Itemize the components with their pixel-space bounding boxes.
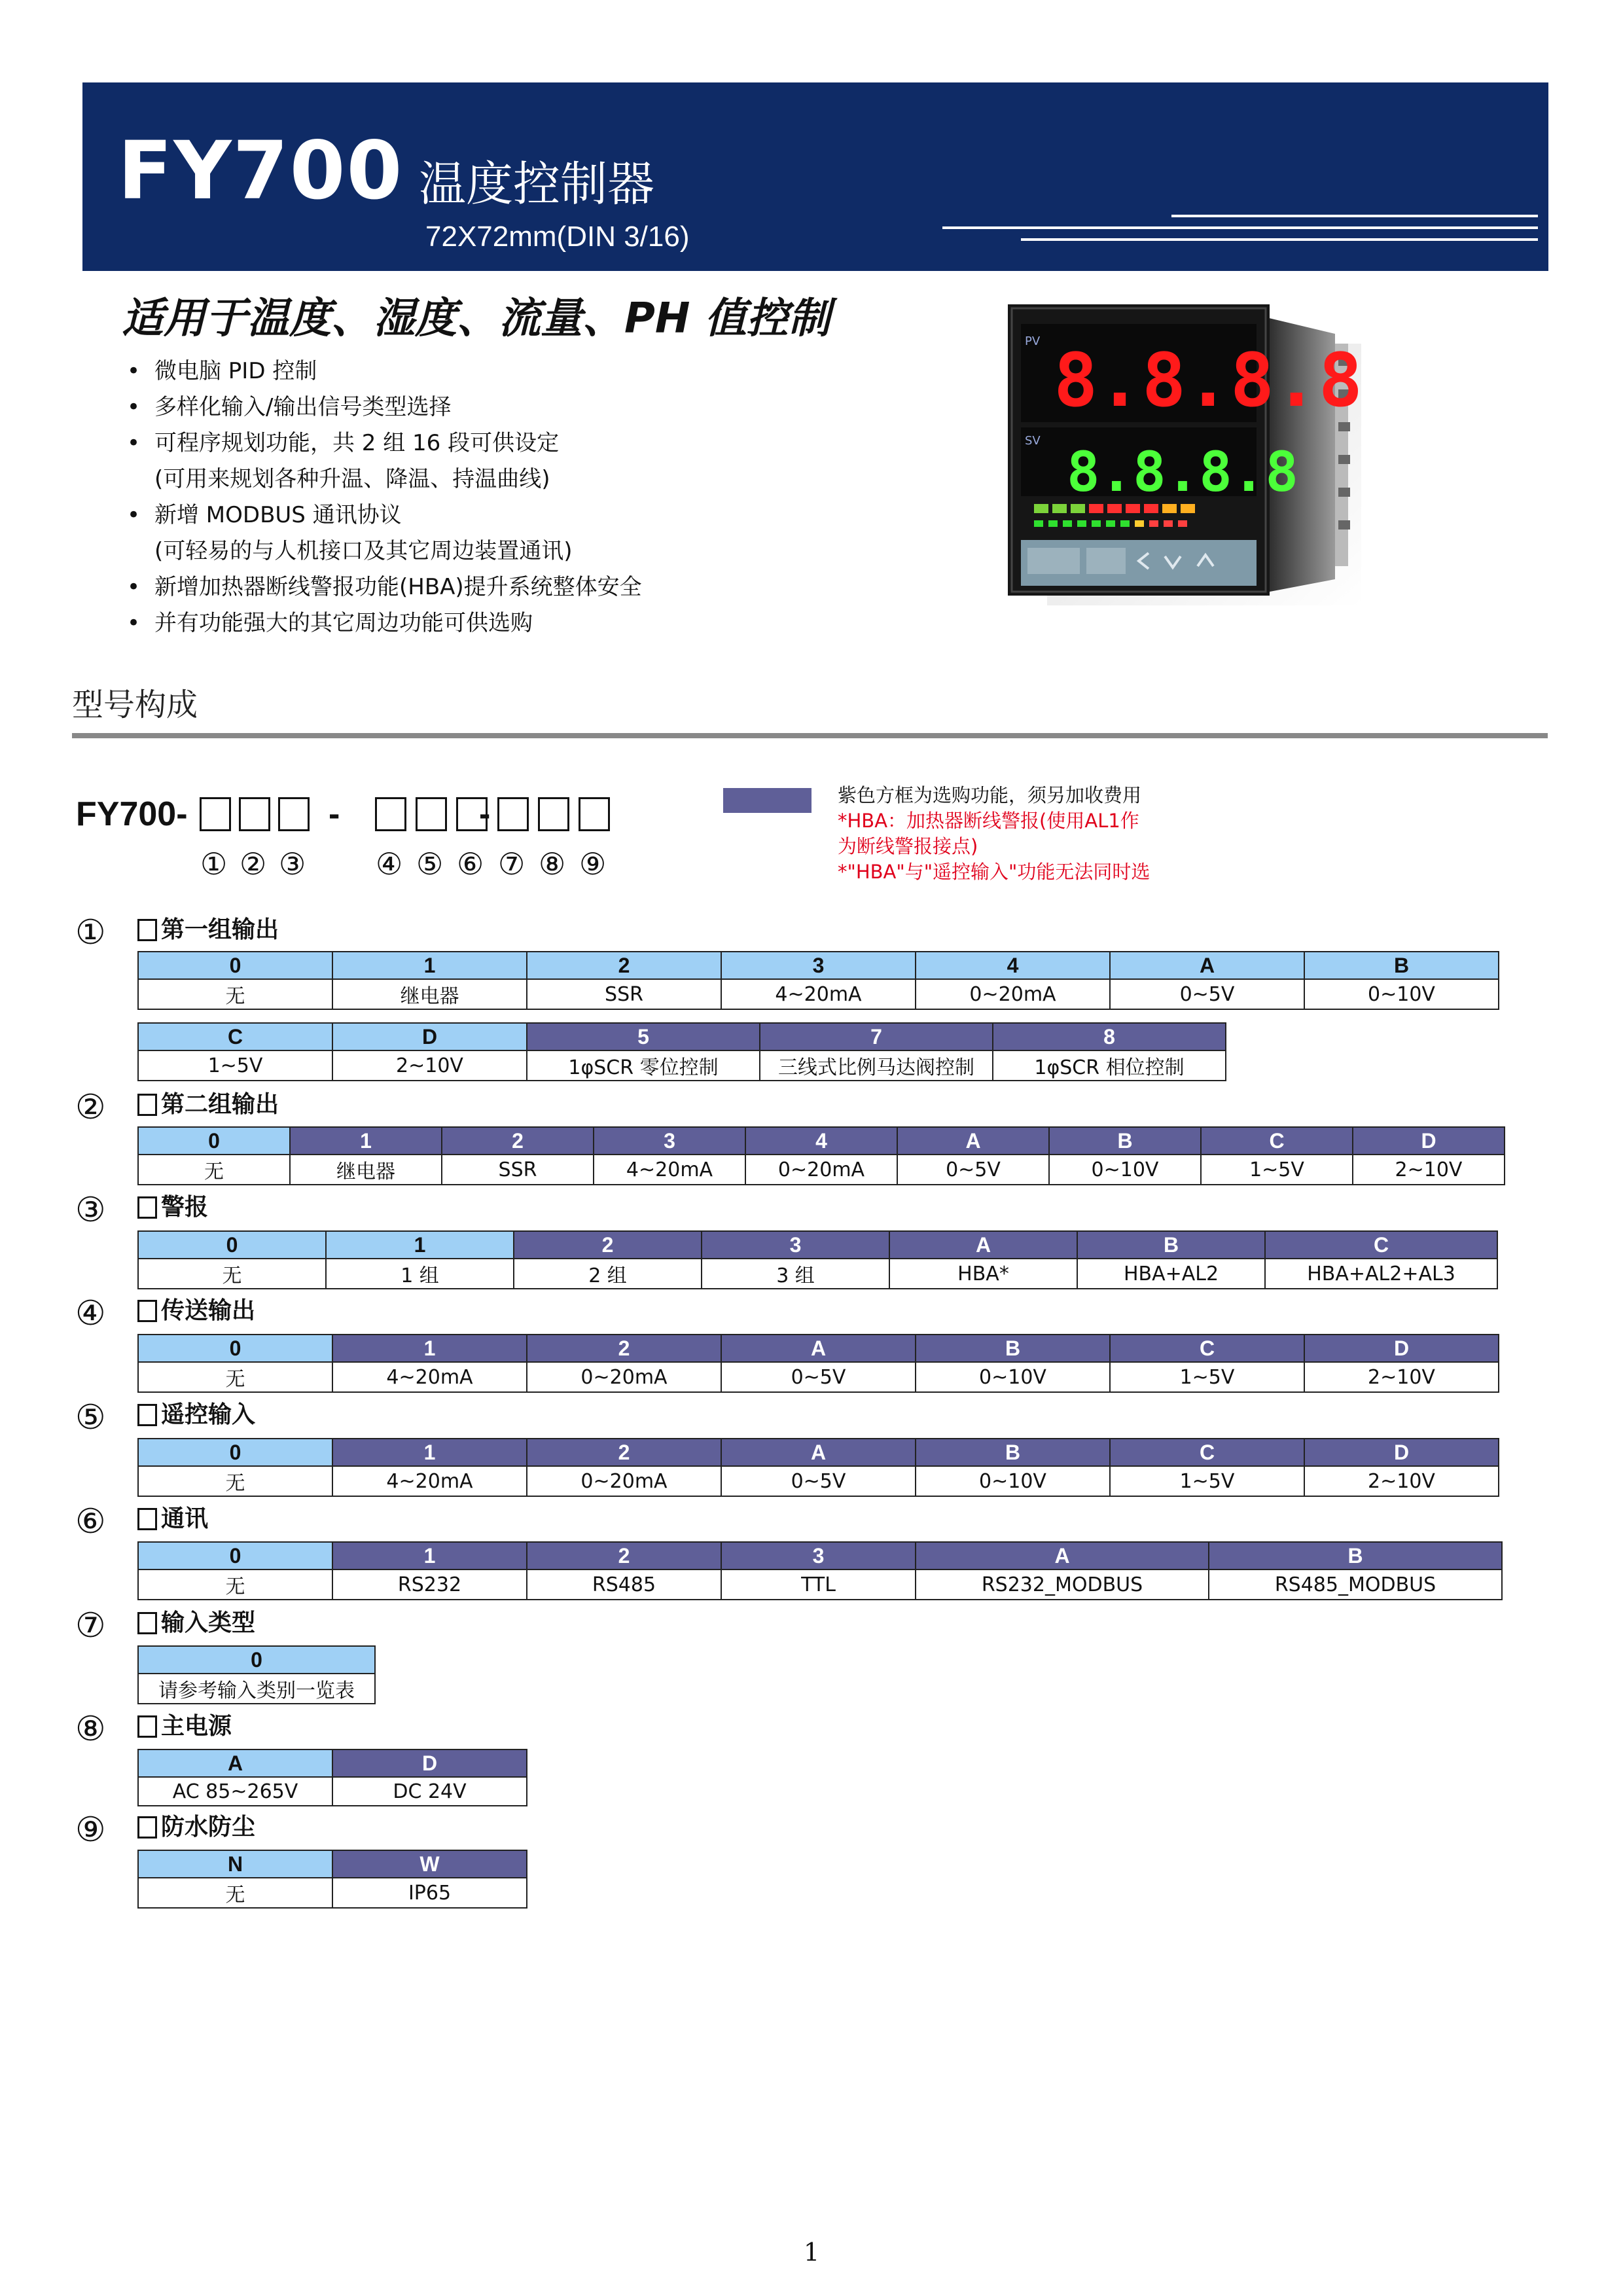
option-value-row [138, 1466, 1499, 1496]
option-code: C [1201, 1127, 1353, 1155]
section-number: ① [75, 913, 106, 952]
option-value: HBA+AL2 [1077, 1259, 1265, 1289]
option-code: 2 [527, 1439, 721, 1466]
option-table [137, 1541, 1503, 1600]
option-value: DC 24V [332, 1777, 527, 1806]
option-code: D [1353, 1127, 1505, 1155]
section-title [137, 918, 279, 942]
option-code-row [138, 1850, 527, 1878]
option-code: 1 [326, 1231, 514, 1259]
option-code: 7 [760, 1023, 993, 1050]
option-value: 无 [138, 1155, 290, 1185]
model-code-box [200, 797, 231, 831]
model-dash: - [479, 795, 491, 833]
option-code: A [138, 1749, 332, 1777]
option-table [137, 1749, 527, 1806]
section-title [137, 1507, 208, 1531]
option-value-row [138, 1259, 1497, 1289]
option-code-row [138, 1231, 1497, 1259]
option-code-row [138, 952, 1499, 979]
option-value: 2 组 [514, 1259, 702, 1289]
option-value: 无 [138, 1878, 332, 1908]
section-title-label: 第一组输出 [161, 916, 279, 943]
checkbox-icon [137, 1612, 157, 1634]
option-code: 2 [527, 1335, 721, 1362]
option-code-row [138, 1023, 1226, 1050]
section-number: ⑦ [75, 1606, 106, 1645]
section-number: ④ [75, 1294, 106, 1333]
option-value-row [138, 979, 1499, 1009]
option-code: 2 [514, 1231, 702, 1259]
svg-text:SV: SV [1025, 434, 1041, 448]
option-value: 1 组 [326, 1259, 514, 1289]
option-value: 0~10V [916, 1466, 1110, 1496]
option-value: HBA* [889, 1259, 1077, 1289]
model-prefix: FY700- [76, 795, 188, 833]
option-code: N [138, 1850, 332, 1878]
option-value: 1φSCR 相位控制 [993, 1050, 1226, 1081]
option-value: SSR [527, 979, 721, 1009]
model-code-box [538, 797, 569, 831]
option-value: 0~10V [916, 1362, 1110, 1392]
legend-note: 紫色方框为选购功能，须另加收费用 [838, 784, 1142, 806]
option-code: A [721, 1335, 916, 1362]
feature-list [122, 353, 642, 641]
feature-item: • 新增加热器断线警报功能(HBA)提升系统整体安全 [122, 569, 642, 605]
option-value: 三线式比例马达阀控制 [760, 1050, 993, 1081]
option-value: 0~20mA [527, 1362, 721, 1392]
section-title-label: 通讯 [161, 1505, 209, 1532]
model-position-number: ⑤ [416, 846, 444, 882]
option-value: 0~10V [1304, 979, 1499, 1009]
section-title [137, 1611, 255, 1635]
model-dash: - [329, 795, 340, 833]
option-value: 无 [138, 979, 332, 1009]
option-value: 无 [138, 1259, 326, 1289]
option-value: 0~5V [1110, 979, 1304, 1009]
option-value: 4~20mA [594, 1155, 745, 1185]
feature-item: (可用来规划各种升温、降温、持温曲线) [154, 466, 550, 492]
option-value: 2~10V [332, 1050, 527, 1081]
section-title-label: 输入类型 [161, 1609, 256, 1636]
section-title-label: 主电源 [161, 1713, 232, 1740]
option-table [137, 1438, 1499, 1497]
model-code-box [239, 797, 270, 831]
option-value: 无 [138, 1466, 332, 1496]
option-value: 3 组 [702, 1259, 889, 1289]
section-title-label: 防水防尘 [161, 1814, 256, 1840]
section-title-label: 第二组输出 [161, 1091, 279, 1118]
option-value: AC 85~265V [138, 1777, 332, 1806]
option-value: 1~5V [1201, 1155, 1353, 1185]
option-value: IP65 [332, 1878, 527, 1908]
option-value: 0~5V [897, 1155, 1049, 1185]
section-number: ⑧ [75, 1710, 106, 1749]
option-code-row [138, 1439, 1499, 1466]
checkbox-icon [137, 1715, 157, 1738]
option-code: A [889, 1231, 1077, 1259]
model-position-number: ① [200, 846, 228, 882]
option-value: 请参考输入类别一览表 [138, 1674, 375, 1704]
pv-display: 8.8.8.8 [1054, 338, 1363, 423]
option-code: D [332, 1749, 527, 1777]
option-value: 4~20mA [721, 979, 916, 1009]
page-number: 1 [804, 2238, 820, 2267]
option-code: D [1304, 1439, 1499, 1466]
banner-stripe [942, 226, 1538, 229]
checkbox-icon [137, 1300, 157, 1322]
option-code: C [1110, 1439, 1304, 1466]
option-table [137, 1334, 1499, 1393]
section-title [137, 1299, 255, 1323]
option-code: 2 [527, 1542, 721, 1570]
section-title [137, 1715, 232, 1738]
option-code: 2 [527, 952, 721, 979]
feature-item: • 并有功能强大的其它周边功能可供选购 [122, 605, 642, 641]
legend-note-hba: 为断线警报接点) [838, 835, 978, 857]
option-value: 1~5V [138, 1050, 332, 1081]
option-code: 0 [138, 1335, 332, 1362]
option-code: 8 [993, 1023, 1226, 1050]
option-code: B [916, 1335, 1110, 1362]
option-value: 0~20mA [527, 1466, 721, 1496]
section-title [137, 1403, 255, 1427]
option-code: 3 [721, 1542, 916, 1570]
option-code: 1 [332, 952, 527, 979]
checkbox-icon [137, 1404, 157, 1426]
option-value: 1~5V [1110, 1466, 1304, 1496]
model-position-number: ⑧ [539, 846, 566, 882]
option-code: 1 [290, 1127, 442, 1155]
section-number: ⑤ [75, 1398, 106, 1437]
option-table [137, 1230, 1498, 1289]
option-code: 4 [916, 952, 1110, 979]
model-position-number: ③ [279, 846, 306, 882]
option-code: C [138, 1023, 332, 1050]
option-code: 0 [138, 1231, 326, 1259]
option-value: 继电器 [290, 1155, 442, 1185]
feature-item: (可轻易的与人机接口及其它周边装置通讯) [154, 538, 573, 564]
section-number: ② [75, 1088, 106, 1127]
option-table [137, 1850, 527, 1909]
option-table [137, 1126, 1505, 1185]
checkbox-icon [137, 1094, 157, 1116]
product-brand: FY700 [118, 124, 404, 217]
legend-swatch [723, 788, 812, 813]
section-number: ⑥ [75, 1502, 106, 1541]
option-code: B [1209, 1542, 1502, 1570]
option-value: RS232 [332, 1570, 527, 1600]
section-title [137, 1816, 255, 1839]
legend-note-conflict: *"HBA"与"遥控输入"功能无法同时选 [838, 861, 1150, 883]
option-value-row [138, 1050, 1226, 1081]
model-code-box [579, 797, 610, 831]
feature-item: • 可程序规划功能，共 2 组 16 段可供设定 [122, 425, 642, 461]
option-code: 2 [442, 1127, 594, 1155]
option-code: 4 [745, 1127, 897, 1155]
option-value: RS232_MODBUS [916, 1570, 1209, 1600]
model-code-box [416, 797, 447, 831]
section-number: ⑨ [75, 1810, 106, 1850]
option-code: W [332, 1850, 527, 1878]
option-code-row [138, 1542, 1502, 1570]
device-photo [1008, 304, 1374, 609]
model-position-number: ⑥ [457, 846, 484, 882]
option-value: 0~5V [721, 1466, 916, 1496]
option-code: 0 [138, 952, 332, 979]
model-code-box [375, 797, 406, 831]
option-value: SSR [442, 1155, 594, 1185]
model-position-number: ② [240, 846, 267, 882]
model-code-box [278, 797, 310, 831]
feature-item: • 微电脑 PID 控制 [122, 353, 642, 389]
option-code: 1 [332, 1542, 527, 1570]
option-code: B [1049, 1127, 1201, 1155]
option-value: TTL [721, 1570, 916, 1600]
option-code: 1 [332, 1335, 527, 1362]
legend-note-hba: *HBA：加热器断线警报(使用AL1作 [838, 810, 1139, 832]
option-value-row [138, 1155, 1505, 1185]
option-code: A [1110, 952, 1304, 979]
option-value: 0~5V [721, 1362, 916, 1392]
section-divider [72, 733, 1548, 738]
option-table [137, 1022, 1226, 1081]
option-code: C [1110, 1335, 1304, 1362]
svg-text:PV: PV [1025, 334, 1041, 348]
banner-stripe [1171, 215, 1538, 217]
option-code-row [138, 1127, 1505, 1155]
sv-display: 8.8.8.8 [1067, 440, 1299, 504]
product-title: 温度控制器 [419, 156, 655, 211]
option-code: A [897, 1127, 1049, 1155]
option-value-row [138, 1570, 1502, 1600]
option-code: 0 [138, 1542, 332, 1570]
option-code: A [916, 1542, 1209, 1570]
option-value: 无 [138, 1570, 332, 1600]
option-table [137, 951, 1499, 1010]
option-value: 继电器 [332, 979, 527, 1009]
section-heading: 型号构成 [72, 687, 198, 723]
section-title-label: 传送输出 [161, 1297, 256, 1324]
option-value: 4~20mA [332, 1466, 527, 1496]
option-value-row [138, 1674, 375, 1704]
option-code: B [1304, 952, 1499, 979]
option-value-row [138, 1777, 527, 1806]
section-title [137, 1093, 279, 1117]
option-code: 3 [702, 1231, 889, 1259]
option-value-row [138, 1878, 527, 1908]
option-code: D [1304, 1335, 1499, 1362]
option-value: 无 [138, 1362, 332, 1392]
option-value: 1φSCR 零位控制 [527, 1050, 760, 1081]
option-code: 0 [138, 1439, 332, 1466]
option-code: 0 [138, 1646, 375, 1674]
feature-item: • 多样化输入/输出信号类型选择 [122, 389, 642, 425]
option-value: 2~10V [1304, 1362, 1499, 1392]
option-code: 5 [527, 1023, 760, 1050]
option-value: RS485_MODBUS [1209, 1570, 1502, 1600]
option-code-row [138, 1749, 527, 1777]
option-code: 3 [721, 952, 916, 979]
option-code: A [721, 1439, 916, 1466]
section-title-label: 遥控输入 [161, 1401, 256, 1428]
option-value: 0~10V [1049, 1155, 1201, 1185]
model-position-number: ⑨ [579, 846, 607, 882]
tagline: 适用于温度、湿度、流量、PH 值控制 [122, 295, 830, 343]
option-value: 0~20mA [916, 979, 1110, 1009]
option-value: 0~20mA [745, 1155, 897, 1185]
option-code-row [138, 1646, 375, 1674]
section-title [137, 1196, 208, 1219]
feature-item: • 新增 MODBUS 通讯协议 [122, 497, 642, 533]
option-value: 2~10V [1304, 1466, 1499, 1496]
option-code: C [1265, 1231, 1497, 1259]
option-table [137, 1645, 376, 1704]
product-subtitle: 72X72mm(DIN 3/16) [425, 221, 690, 253]
checkbox-icon [137, 1816, 157, 1839]
option-value: 4~20mA [332, 1362, 527, 1392]
option-code: D [332, 1023, 527, 1050]
option-code: 1 [332, 1439, 527, 1466]
model-position-number: ⑦ [498, 846, 526, 882]
option-value: RS485 [527, 1570, 721, 1600]
option-value: HBA+AL2+AL3 [1265, 1259, 1497, 1289]
option-value: 1~5V [1110, 1362, 1304, 1392]
option-code: 0 [138, 1127, 290, 1155]
model-code-box [497, 797, 529, 831]
option-value-row [138, 1362, 1499, 1392]
option-code: B [916, 1439, 1110, 1466]
option-value: 2~10V [1353, 1155, 1505, 1185]
section-number: ③ [75, 1191, 106, 1230]
checkbox-icon [137, 1196, 157, 1219]
section-title-label: 警报 [161, 1194, 209, 1221]
checkbox-icon [137, 1508, 157, 1530]
banner-stripe [1021, 238, 1538, 241]
option-code-row [138, 1335, 1499, 1362]
option-code: B [1077, 1231, 1265, 1259]
checkbox-icon [137, 919, 157, 941]
model-position-number: ④ [376, 846, 403, 882]
option-code: 3 [594, 1127, 745, 1155]
